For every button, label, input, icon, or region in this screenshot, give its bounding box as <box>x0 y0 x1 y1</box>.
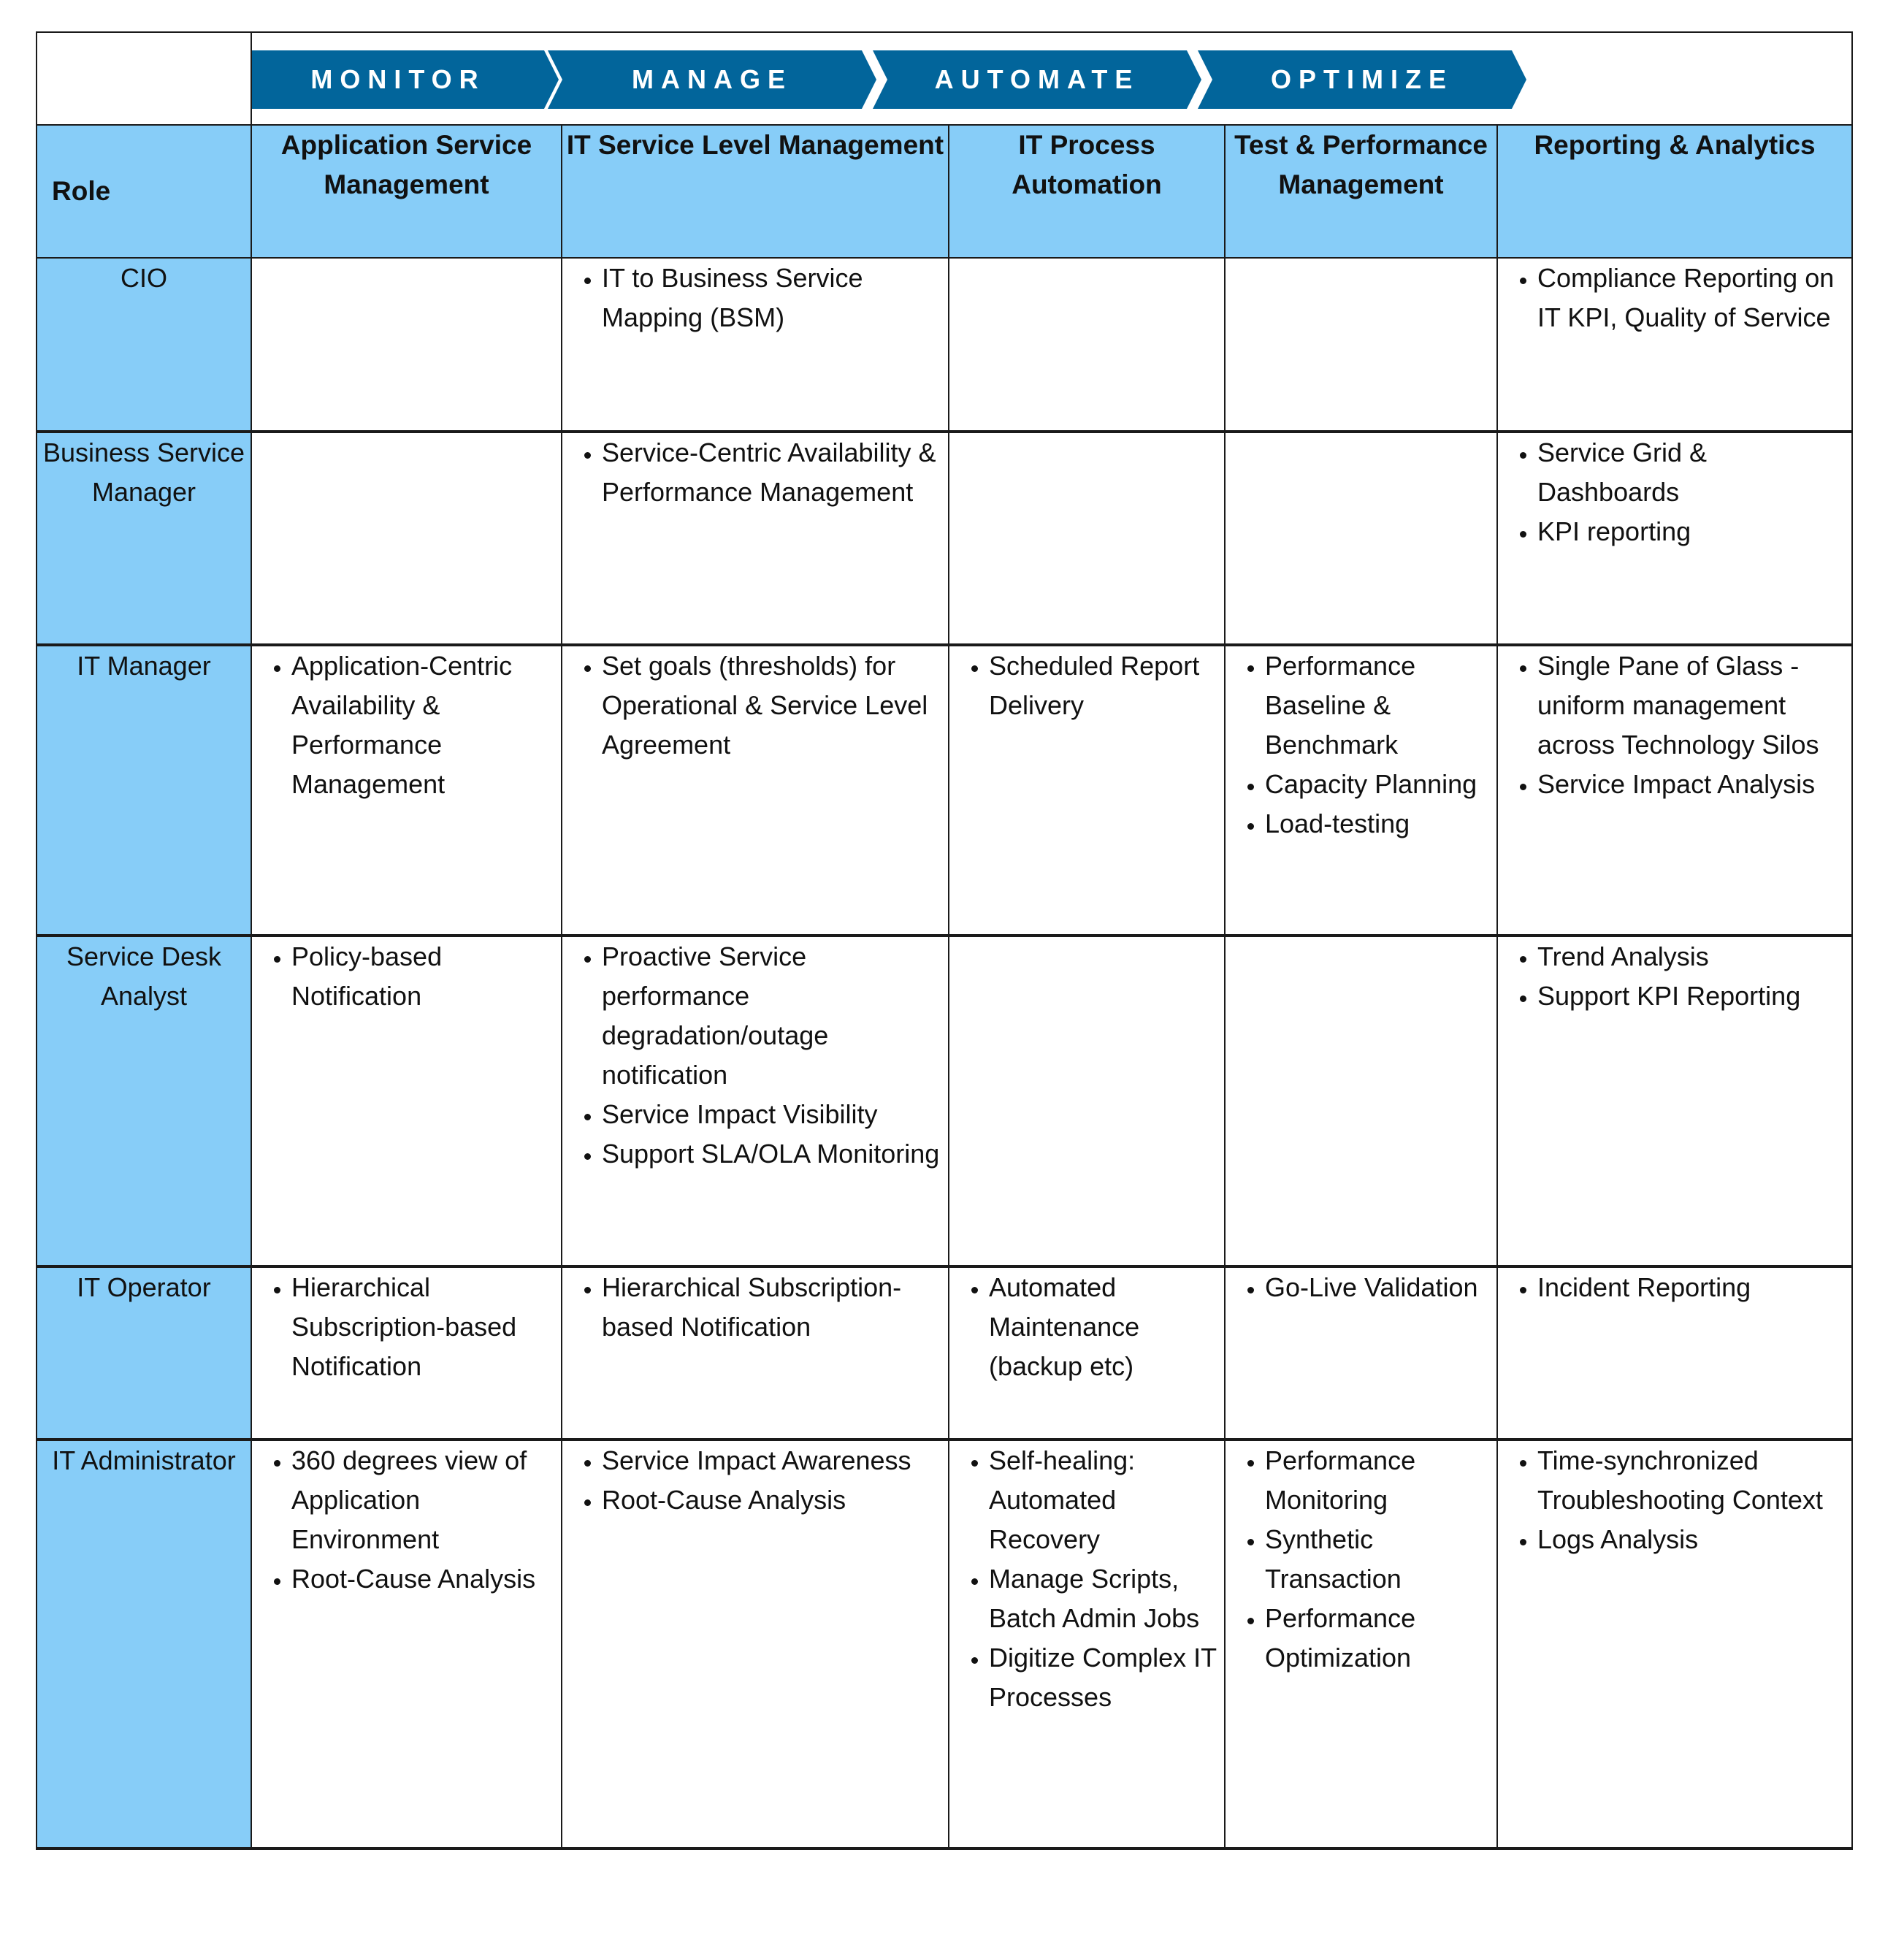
capability-item: • Service Impact Visibility <box>602 1095 948 1134</box>
capability-item: • Set goals (thresholds) for Operational & Service Level Agreement <box>602 646 948 765</box>
capability-cell <box>251 645 562 936</box>
capability-cell <box>251 1266 562 1440</box>
capability-item: • Time-synchronized Troubleshooting Context <box>1537 1441 1851 1520</box>
capability-item: • Automated Maintenance (backup etc) <box>989 1268 1224 1386</box>
capability-cell <box>1225 432 1497 645</box>
capability-cell <box>1225 936 1497 1266</box>
role-cell: Service Desk Analyst <box>37 936 251 1266</box>
capability-item: • Service-Centric Availability & Performance Management <box>602 433 948 512</box>
capability-cell <box>949 645 1225 936</box>
capability-list <box>949 1441 1224 1717</box>
capability-list <box>1226 646 1496 844</box>
capability-list <box>562 1441 948 1520</box>
capability-item: • Compliance Reporting on IT KPI, Quality of Service <box>1537 259 1851 337</box>
capability-list <box>252 646 561 804</box>
phase-chevron-monitor <box>252 50 573 109</box>
capability-item: • Performance Optimization <box>1265 1599 1496 1678</box>
column-header-reporting-analytics: Reporting & Analytics <box>1497 125 1852 258</box>
capability-item: • Hierarchical Subscription-based Notification <box>291 1268 561 1386</box>
capability-cell <box>1225 1440 1497 1849</box>
column-header-it-process-automation: IT Process Automation <box>949 125 1225 258</box>
table-row-cio <box>37 258 1852 432</box>
capability-item: • Self-healing: Automated Recovery <box>989 1441 1224 1559</box>
phase-chevron-automate <box>873 50 1209 109</box>
table-row-service-desk-analyst <box>37 936 1852 1266</box>
capability-list <box>949 646 1224 725</box>
phase-label: OPTIMIZE <box>1271 64 1453 94</box>
capability-item: • Service Grid & Dashboards <box>1537 433 1851 512</box>
phase-chevron-cell <box>251 32 1852 125</box>
phase-row <box>37 32 1852 125</box>
capability-list <box>252 937 561 1016</box>
capability-cell <box>949 432 1225 645</box>
capability-item: • Manage Scripts, Batch Admin Jobs <box>989 1559 1224 1638</box>
capability-item: • Root-Cause Analysis <box>291 1559 561 1599</box>
capability-item: • Go-Live Validation <box>1265 1268 1496 1307</box>
capability-item: • Support SLA/OLA Monitoring <box>602 1134 948 1174</box>
capability-item: • Proactive Service performance degradation/outage notification <box>602 937 948 1095</box>
capability-cell <box>562 936 949 1266</box>
capability-cell <box>1225 645 1497 936</box>
role-cell: Business Service Manager <box>37 432 251 645</box>
capability-list <box>252 1268 561 1386</box>
capability-list <box>562 646 948 765</box>
capability-list <box>1498 646 1851 804</box>
capability-item: • Hierarchical Subscription-based Notification <box>602 1268 948 1347</box>
capability-cell <box>1497 432 1852 645</box>
capability-item: • Single Pane of Glass - uniform management across Technology Silos <box>1537 646 1851 765</box>
capability-cell <box>251 936 562 1266</box>
capability-list <box>562 433 948 512</box>
capability-cell <box>1225 258 1497 432</box>
phase-label: AUTOMATE <box>934 64 1140 94</box>
capability-cell <box>1497 645 1852 936</box>
capability-list <box>252 1441 561 1599</box>
column-header-test-performance-management: Test & Performance Management <box>1225 125 1497 258</box>
capability-list <box>1226 1441 1496 1678</box>
capability-item: • Scheduled Report Delivery <box>989 646 1224 725</box>
capability-list <box>1498 259 1851 337</box>
column-header-application-service-management: Application Service Management <box>251 125 562 258</box>
table-row-business-service-manager <box>37 432 1852 645</box>
capability-list <box>1498 1441 1851 1559</box>
phase-label: MANAGE <box>632 64 792 94</box>
phase-chevron-bar <box>252 50 1537 109</box>
capability-cell <box>251 432 562 645</box>
capability-item: • Root-Cause Analysis <box>602 1480 948 1520</box>
capability-item: • Incident Reporting <box>1537 1268 1851 1307</box>
capability-item: • Application-Centric Availability & Performance Management <box>291 646 561 804</box>
role-cell: IT Operator <box>37 1266 251 1440</box>
capability-item: • Digitize Complex IT Processes <box>989 1638 1224 1717</box>
capability-cell <box>1497 258 1852 432</box>
capability-item: • Service Impact Analysis <box>1537 765 1851 804</box>
phase-label: MONITOR <box>310 64 486 94</box>
capability-cell <box>949 1440 1225 1849</box>
capability-cell <box>251 1440 562 1849</box>
role-cell: IT Manager <box>37 645 251 936</box>
capability-item: • Trend Analysis <box>1537 937 1851 976</box>
capability-item: • IT to Business Service Mapping (BSM) <box>602 259 948 337</box>
capability-item: • Capacity Planning <box>1265 765 1496 804</box>
capability-cell <box>1497 1266 1852 1440</box>
role-cell: CIO <box>37 258 251 432</box>
capability-cell <box>1497 1440 1852 1849</box>
capability-cell <box>562 1440 949 1849</box>
table-row-it-operator <box>37 1266 1852 1440</box>
role-cell: IT Administrator <box>37 1440 251 1849</box>
capability-cell <box>251 258 562 432</box>
capability-item: • Performance Baseline & Benchmark <box>1265 646 1496 765</box>
capability-item: • Service Impact Awareness <box>602 1441 948 1480</box>
capability-item: • Performance Monitoring <box>1265 1441 1496 1520</box>
capability-list <box>1498 1268 1851 1307</box>
capability-item: • Load-testing <box>1265 804 1496 844</box>
capability-cell <box>949 936 1225 1266</box>
table-row-it-manager <box>37 645 1852 936</box>
capability-list <box>562 937 948 1174</box>
capability-item: • Policy-based Notification <box>291 937 561 1016</box>
role-capability-table <box>36 31 1853 1850</box>
table-row-it-administrator <box>37 1440 1852 1849</box>
phase-chevron-manage <box>548 50 884 109</box>
capability-cell <box>1497 936 1852 1266</box>
capability-item: • KPI reporting <box>1537 512 1851 551</box>
capability-cell <box>949 1266 1225 1440</box>
capability-item: • Support KPI Reporting <box>1537 976 1851 1016</box>
column-header-role: Role <box>37 125 251 258</box>
capability-item: • 360 degrees view of Application Environment <box>291 1441 561 1559</box>
capability-list <box>949 1268 1224 1386</box>
capability-list <box>1498 433 1851 551</box>
column-header-it-service-level-management: IT Service Level Management <box>562 125 949 258</box>
capability-item: • Synthetic Transaction <box>1265 1520 1496 1599</box>
phase-chevron-optimize <box>1198 50 1534 109</box>
column-header-row <box>37 125 1852 258</box>
capability-list <box>1498 937 1851 1016</box>
capability-list <box>562 1268 948 1347</box>
capability-item: • Logs Analysis <box>1537 1520 1851 1559</box>
capability-cell <box>562 432 949 645</box>
capability-list <box>1226 1268 1496 1307</box>
capability-cell <box>1225 1266 1497 1440</box>
capability-cell <box>949 258 1225 432</box>
capability-cell <box>562 258 949 432</box>
capability-cell <box>562 645 949 936</box>
capability-cell <box>562 1266 949 1440</box>
capability-list <box>562 259 948 337</box>
phase-row-empty-cell <box>37 32 251 125</box>
